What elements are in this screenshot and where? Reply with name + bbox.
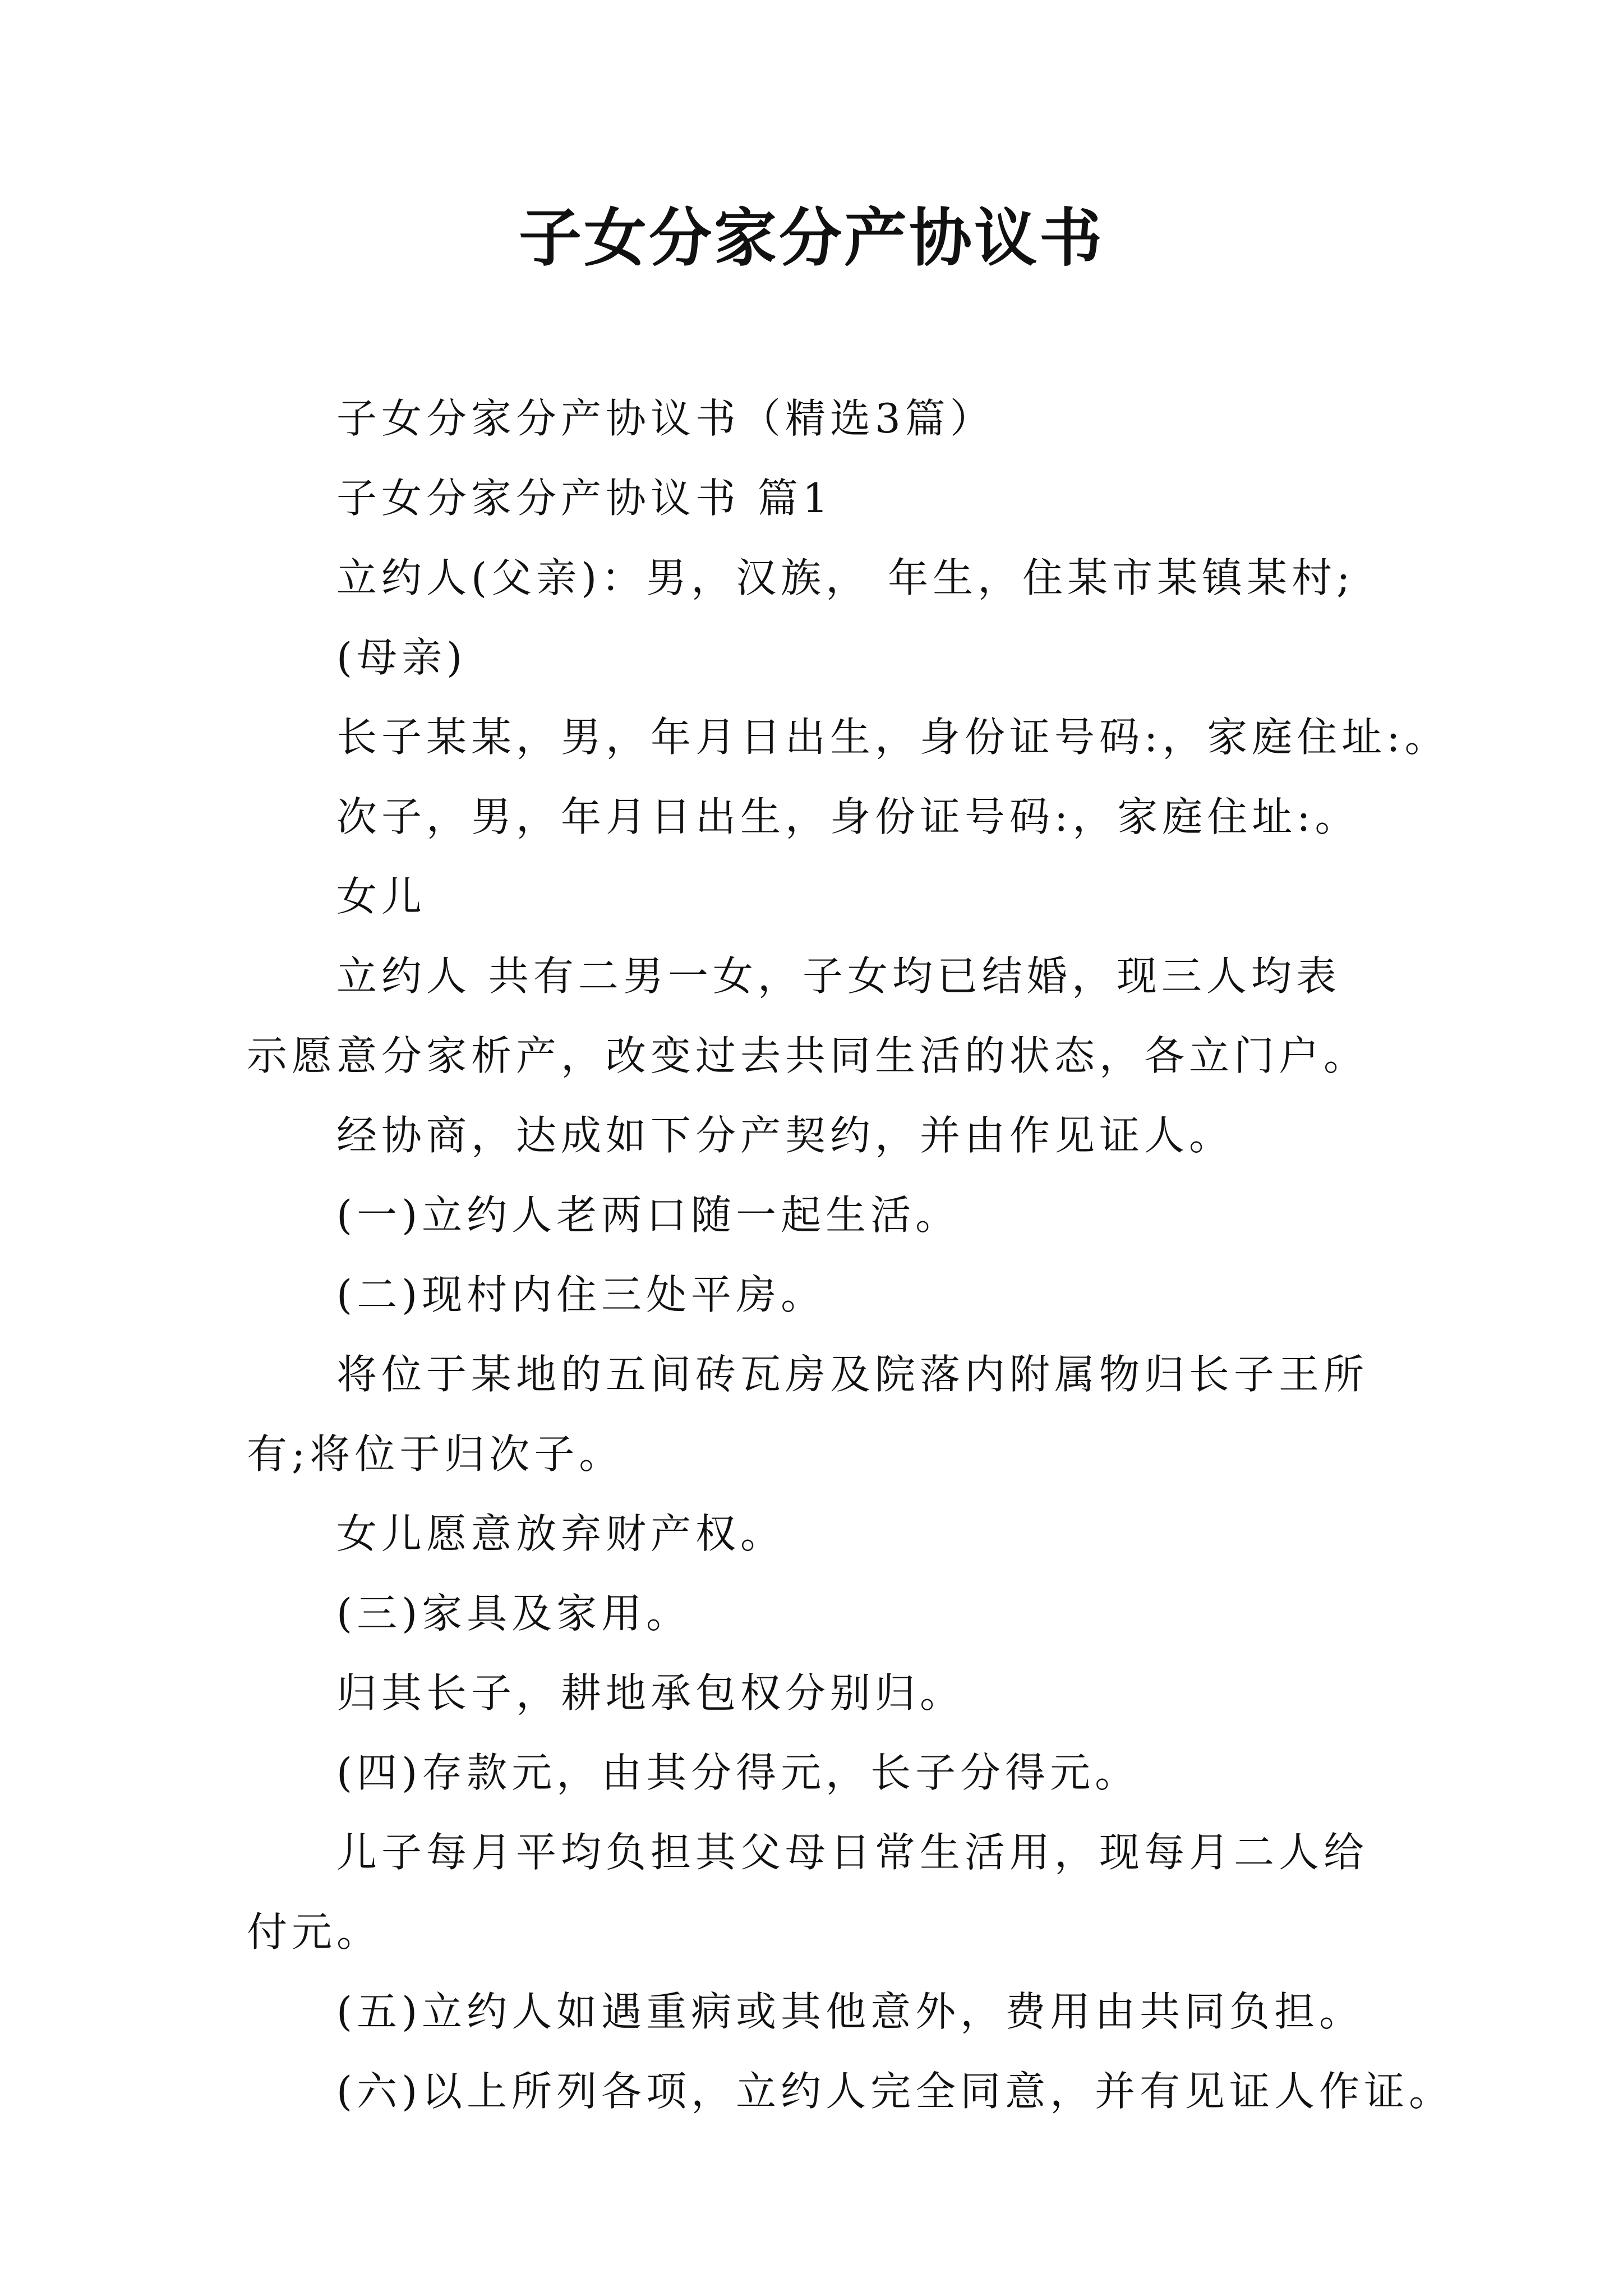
paragraph: 长子某某，男，年月日出生，身份证号码:，家庭住址:。 bbox=[336, 714, 1450, 761]
paragraph: (五)立约人如遇重病或其他意外，费用由共同负担。 bbox=[336, 1988, 1364, 2035]
paragraph: 经协商，达成如下分产契约，并由作见证人。 bbox=[336, 1112, 1234, 1159]
paragraph: 子女分家分产协议书 篇1 bbox=[336, 475, 833, 522]
document-title: 子女分家分产协议书 bbox=[519, 201, 1104, 275]
paragraph: (母亲) bbox=[336, 634, 467, 681]
paragraph: (六)以上所列各项，立约人完全同意，并有见证人作证。 bbox=[336, 2068, 1454, 2115]
paragraph: (一)立约人老两口随一起生活。 bbox=[336, 1191, 961, 1239]
paragraph: 子女分家分产协议书（精选3篇） bbox=[336, 395, 995, 442]
paragraph: (三)家具及家用。 bbox=[336, 1590, 691, 1637]
paragraph: (四)存款元，由其分得元，长子分得元。 bbox=[336, 1749, 1140, 1796]
paragraph: 将位于某地的五间砖瓦房及院落内附属物归长子王所有;将位于归次子。 bbox=[247, 1351, 1369, 1478]
document-body bbox=[247, 379, 1454, 2131]
paragraph: (二)现村内住三处平房。 bbox=[336, 1271, 826, 1318]
paragraph: 女儿 bbox=[336, 873, 427, 920]
paragraph: 女儿愿意放弃财产权。 bbox=[336, 1510, 786, 1557]
paragraph: 归其长子，耕地承包权分别归。 bbox=[336, 1669, 965, 1717]
paragraph: 立约人(父亲)：男，汉族， 年生，住某市某镇某村; bbox=[336, 554, 1355, 601]
paragraph: 次子，男，年月日出生，身份证号码:，家庭住址:。 bbox=[336, 793, 1360, 840]
paragraph: 立约人 共有二男一女，子女均已结婚，现三人均表示愿意分家析产，改变过去共同生活的状态，各立门户。 bbox=[247, 953, 1369, 1079]
paragraph: 儿子每月平均负担其父母日常生活用，现每月二人给付元。 bbox=[247, 1829, 1369, 1955]
